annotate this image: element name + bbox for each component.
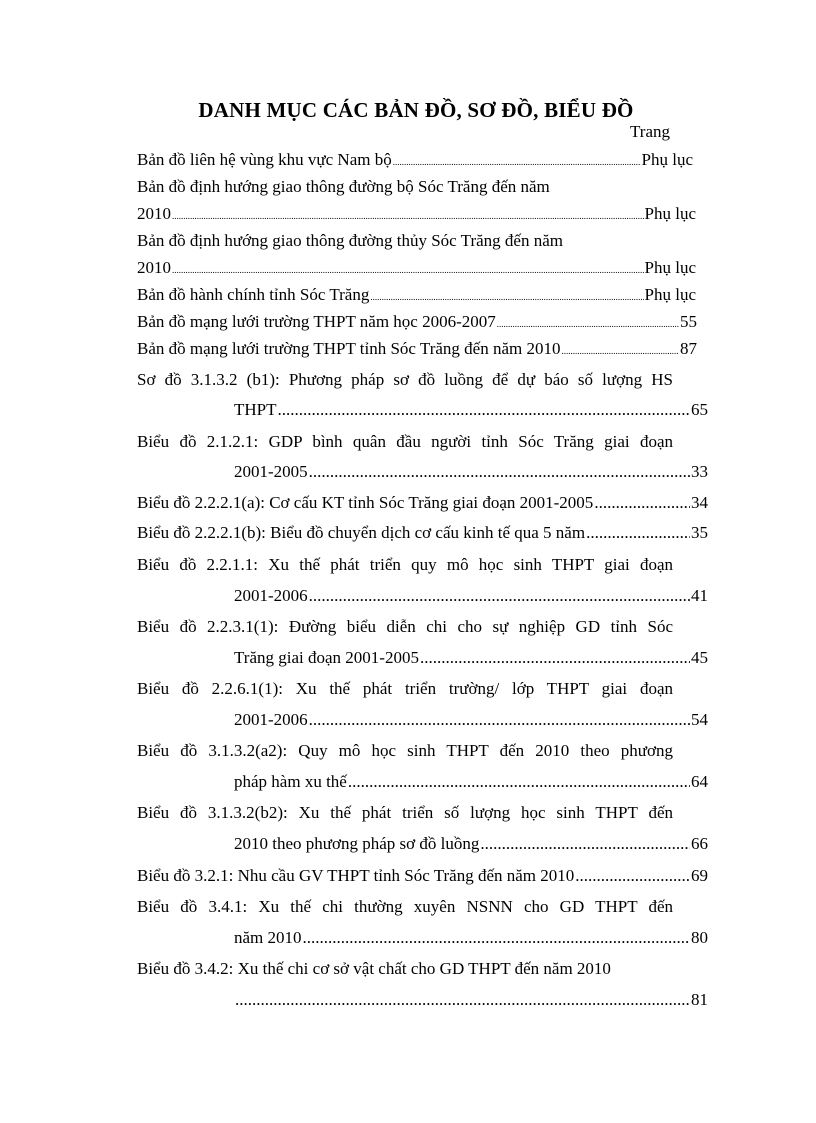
toc-entry-text: Bản đồ hành chính tỉnh Sóc Trăng bbox=[137, 285, 370, 304]
dot-leader bbox=[235, 990, 690, 1010]
toc-entry[interactable] bbox=[137, 150, 693, 172]
dot-leader bbox=[172, 260, 644, 280]
toc-entry-text: Biểu đồ 3.1.3.2(a2): Quy mô học sinh THPT đến 2010 theo phương bbox=[137, 741, 673, 760]
dot-leader bbox=[575, 866, 690, 886]
toc-entry-page: 80 bbox=[691, 928, 708, 947]
toc-entry[interactable] bbox=[137, 204, 696, 226]
toc-entry-text: Bản đồ mạng lưới trường THPT năm học 2006-2007 bbox=[137, 312, 496, 331]
dot-leader bbox=[303, 928, 690, 948]
toc-entry-text: Bản đồ định hướng giao thông đường bộ Sóc Trăng đến năm bbox=[137, 177, 550, 196]
toc-entry-page: Phụ lục bbox=[644, 285, 696, 304]
dot-leader bbox=[586, 523, 690, 543]
toc-entry[interactable] bbox=[137, 312, 697, 334]
toc-entry-text: 2001-2006 bbox=[234, 710, 308, 729]
toc-entry-page: Phụ lục bbox=[644, 204, 696, 223]
toc-entry[interactable] bbox=[234, 834, 708, 854]
toc-entry-text: Biểu đồ 3.4.2: Xu thế chi cơ sở vật chất cho GD THPT đến năm 2010 bbox=[137, 959, 611, 978]
toc-entry-text: 2010 bbox=[137, 258, 171, 277]
dot-leader bbox=[370, 287, 643, 307]
toc-entry[interactable] bbox=[234, 586, 708, 606]
toc-entry-text: Bản đồ liên hệ vùng khu vực Nam bộ bbox=[137, 150, 392, 169]
toc-entry-page: 34 bbox=[691, 493, 708, 512]
toc-entry-text: 2001-2005 bbox=[234, 462, 308, 481]
dot-leader bbox=[497, 314, 679, 334]
toc-entry[interactable] bbox=[234, 772, 708, 792]
dot-leader bbox=[561, 341, 679, 361]
toc-entry-text: Bản đồ định hướng giao thông đường thủy Sóc Trăng đến năm bbox=[137, 231, 563, 250]
toc-entry-text: năm 2010 bbox=[234, 928, 302, 947]
toc-entry-page: 66 bbox=[691, 834, 708, 853]
toc-entry-text: Biểu đồ 2.2.2.1(b): Biểu đồ chuyển dịch cơ cấu kinh tế qua 5 năm bbox=[137, 523, 586, 542]
dot-leader bbox=[309, 710, 690, 730]
toc-entry-page: 45 bbox=[691, 648, 708, 667]
toc-entry-page: 41 bbox=[691, 586, 708, 605]
toc-entry-text: Trăng giai đoạn 2001-2005 bbox=[234, 648, 419, 667]
toc-entry-page: 64 bbox=[691, 772, 708, 791]
toc-entry-text: 2001-2006 bbox=[234, 586, 308, 605]
page-column-header: Trang bbox=[630, 122, 670, 141]
toc-entry-page: 33 bbox=[691, 462, 708, 481]
toc-entry-page: 54 bbox=[691, 710, 708, 729]
toc-entry[interactable] bbox=[137, 258, 696, 280]
toc-entry-text: Biểu đồ 2.2.1.1: Xu thế phát triển quy mô học sinh THPT giai đoạn bbox=[137, 555, 673, 574]
toc-entry-text: pháp hàm xu thế bbox=[234, 772, 347, 791]
toc-entry[interactable] bbox=[137, 493, 708, 513]
toc-entry-text: Bản đồ mạng lưới trường THPT tỉnh Sóc Trăng đến năm 2010 bbox=[137, 339, 561, 358]
toc-entry-text: Biểu đồ 2.2.6.1(1): Xu thế phát triển trường/ lớp THPT giai đoạn bbox=[137, 679, 673, 698]
toc-entry-page: 55 bbox=[680, 312, 697, 331]
dot-leader bbox=[594, 493, 690, 513]
toc-entry-page: Phụ lục bbox=[641, 150, 693, 169]
toc-entry[interactable] bbox=[137, 339, 697, 361]
toc-entry[interactable] bbox=[234, 462, 708, 482]
toc-entry-page: Phụ lục bbox=[644, 258, 696, 277]
toc-entry-page: 35 bbox=[691, 523, 708, 542]
toc-entry[interactable] bbox=[137, 523, 708, 543]
toc-entry[interactable] bbox=[137, 285, 696, 307]
toc-entry-text: Biểu đồ 3.1.3.2(b2): Xu thế phát triển số lượng học sinh THPT đến bbox=[137, 803, 673, 822]
toc-entry-page: 65 bbox=[691, 400, 708, 419]
dot-leader bbox=[480, 834, 690, 854]
dot-leader bbox=[278, 400, 691, 420]
toc-entry-page: 81 bbox=[691, 990, 708, 1009]
dot-leader bbox=[348, 772, 690, 792]
toc-entry-text: Biểu đồ 2.2.3.1(1): Đường biểu diễn chi cho sự nghiệp GD tỉnh Sóc bbox=[137, 617, 673, 636]
toc-entry-text: Biểu đồ 3.2.1: Nhu cầu GV THPT tỉnh Sóc Trăng đến năm 2010 bbox=[137, 866, 575, 885]
dot-leader bbox=[172, 206, 644, 226]
toc-entry-text: Sơ đồ 3.1.3.2 (b1): Phương pháp sơ đồ luồng để dự báo số lượng HS bbox=[137, 370, 673, 389]
toc-entry-text: Biểu đồ 3.4.1: Xu thế chi thường xuyên NSNN cho GD THPT đến bbox=[137, 897, 673, 916]
toc-entry-page: 87 bbox=[680, 339, 697, 358]
toc-entry-text: THPT bbox=[234, 400, 277, 419]
dot-leader bbox=[393, 152, 641, 172]
page-title: DANH MỤC CÁC BẢN ĐỒ, SƠ ĐỒ, BIỂU ĐỒ bbox=[198, 98, 634, 122]
toc-entry-page: 69 bbox=[691, 866, 708, 885]
dot-leader bbox=[309, 462, 690, 482]
toc-entry[interactable] bbox=[234, 990, 708, 1010]
toc-entry-text: Biểu đồ 2.2.2.1(a): Cơ cấu KT tỉnh Sóc Trăng giai đoạn 2001-2005 bbox=[137, 493, 594, 512]
toc-entry-text: 2010 bbox=[137, 204, 171, 223]
dot-leader bbox=[309, 586, 690, 606]
toc-entry[interactable] bbox=[137, 866, 708, 886]
toc-entry[interactable] bbox=[234, 400, 708, 420]
toc-entry[interactable] bbox=[234, 648, 708, 668]
toc-entry[interactable] bbox=[234, 710, 708, 730]
toc-entry[interactable] bbox=[234, 928, 708, 948]
toc-entry-text: 2010 theo phương pháp sơ đồ luồng bbox=[234, 834, 480, 853]
toc-entry-text: Biểu đồ 2.1.2.1: GDP bình quân đầu người tỉnh Sóc Trăng giai đoạn bbox=[137, 432, 673, 451]
dot-leader bbox=[420, 648, 690, 668]
